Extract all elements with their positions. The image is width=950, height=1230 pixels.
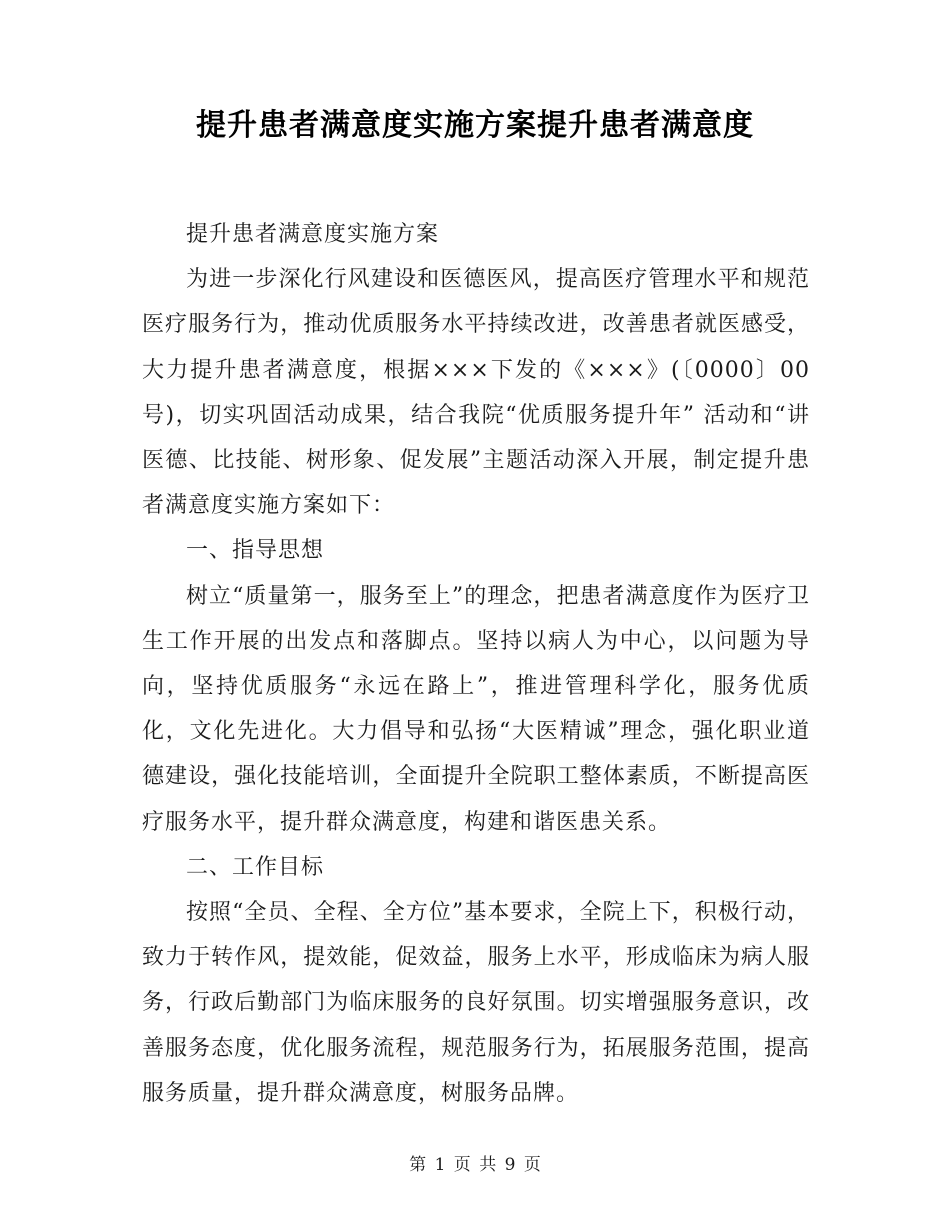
work-goals-paragraph: 按照“全员、全程、全方位”基本要求，全院上下，积极行动，致力于转作风，提效能，促效益，服务上水平，形成临床为病人服务，行政后勤部门为临床服务的良好氛围。切实增强服务意识，改善服务态度，优化服务流程，规范服务行为，拓展服务范围，提高服务质量，提升群众满意度，树服务品牌。: [142, 900, 810, 1106]
document-title: 提升患者满意度实施方案提升患者满意度: [196, 108, 754, 143]
document-body: [142, 212, 810, 1116]
guiding-ideology-paragraph: 树立“质量第一，服务至上”的理念，把患者满意度作为医疗卫生工作开展的出发点和落脚点。坚持以病人为中心，以问题为导向，坚持优质服务“永远在路上”，推进管理科学化，服务优质化，文化先进化。大力倡导和弘扬“大医精诚”理念，强化职业道德建设，强化技能培训，全面提升全院职工整体素质，不断提高医疗服务水平，提升群众满意度，构建和谐医患关系。: [142, 583, 810, 835]
section-heading-guiding-ideology: 一、指导思想: [186, 538, 325, 564]
page-number-footer: 第 1 页 共 9 页: [409, 1155, 541, 1175]
section-heading-work-goals: 二、工作目标: [186, 854, 325, 880]
intro-paragraph: 为进一步深化行风建设和医德医风，提高医疗管理水平和规范医疗服务行为，推动优质服务水平持续改进，改善患者就医感受，大力提升患者满意度，根据×××下发的《×××》(〔0000〕00号)，切实巩固活动成果，结合我院“优质服务提升年” 活动和“讲医德、比技能、树形象、促发展”主题活动深入开展，制定提升患者满意度实施方案如下：: [142, 267, 810, 519]
section-subtitle: 提升患者满意度实施方案: [186, 222, 440, 247]
